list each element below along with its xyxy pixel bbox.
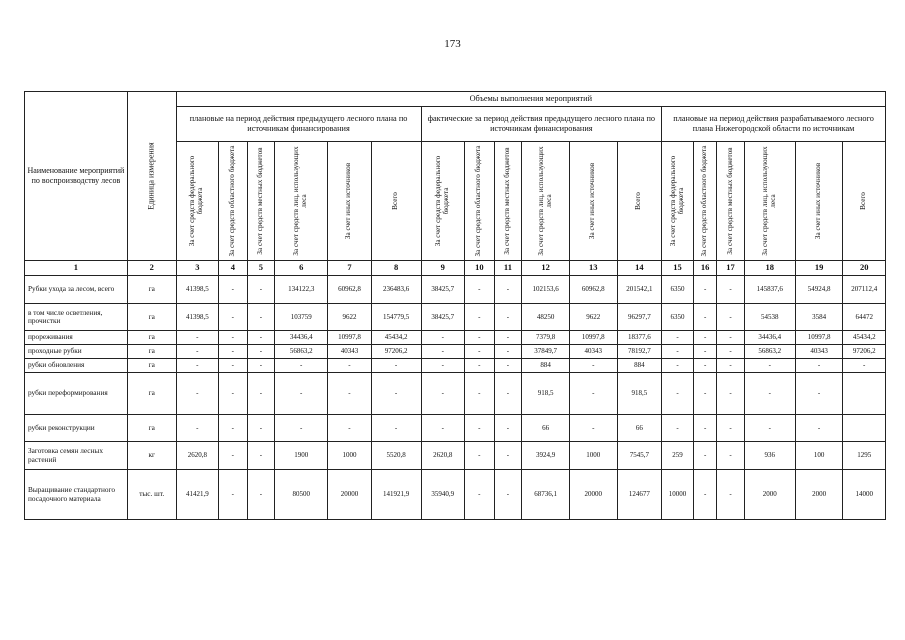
table-cell: 2620,8 [176, 442, 218, 470]
table-cell: - [219, 373, 248, 415]
table-cell [843, 373, 886, 415]
table-cell: - [176, 415, 218, 442]
column-number: 1 [25, 261, 128, 276]
table-cell: 1900 [275, 442, 328, 470]
table-cell: - [421, 415, 464, 442]
table-cell: 78192,7 [617, 345, 662, 359]
table-cell: 54924,8 [795, 276, 843, 304]
table-cell: - [693, 415, 716, 442]
column-number: 5 [247, 261, 275, 276]
table-cell: 2620,8 [421, 442, 464, 470]
row-unit: га [127, 304, 176, 331]
table-cell: 141921,9 [371, 470, 421, 520]
table-cell: - [662, 345, 694, 359]
table-cell: - [494, 276, 522, 304]
table-cell: - [247, 415, 275, 442]
table-cell: - [717, 331, 745, 345]
table-cell: 134122,3 [275, 276, 328, 304]
table-cell: - [717, 276, 745, 304]
table-cell: - [247, 373, 275, 415]
table-cell: 40343 [795, 345, 843, 359]
table-cell: - [328, 359, 371, 373]
subheader-2-1: За счет средств федерального бюджета [421, 142, 464, 261]
table-cell: 80500 [275, 470, 328, 520]
table-cell: - [219, 304, 248, 331]
table-cell: - [275, 373, 328, 415]
table-cell: - [219, 415, 248, 442]
table-cell: 40343 [328, 345, 371, 359]
table-cell: 9622 [569, 304, 617, 331]
table-cell: - [717, 415, 745, 442]
table-cell: - [421, 359, 464, 373]
column-number: 12 [522, 261, 570, 276]
column-number: 7 [328, 261, 371, 276]
column-number: 16 [693, 261, 716, 276]
table-cell: - [795, 359, 843, 373]
column-number: 9 [421, 261, 464, 276]
table-row [25, 331, 886, 345]
group-header-actual-previous: фактические за период действия предыдущего лесного плана по источникам финансирования [421, 107, 662, 142]
table-cell: - [744, 415, 795, 442]
table-cell: 145837,6 [744, 276, 795, 304]
table-cell: 7379,8 [522, 331, 570, 345]
column-number: 17 [717, 261, 745, 276]
subheader-1-4: За счет средств лиц, использующих леса [275, 142, 328, 261]
table-cell: 48250 [522, 304, 570, 331]
row-name: Заготовка семян лесных растений [25, 442, 128, 470]
table-row [25, 304, 886, 331]
table-cell: - [693, 359, 716, 373]
subheader-2-6: Всего [617, 142, 662, 261]
table-cell: - [693, 470, 716, 520]
table-cell: 6350 [662, 304, 694, 331]
table-cell: - [219, 442, 248, 470]
table-cell [843, 415, 886, 442]
table-cell: - [662, 415, 694, 442]
subheader-3-5: За счет иных источников [795, 142, 843, 261]
table-row [25, 373, 886, 415]
table-cell: - [247, 470, 275, 520]
table-cell: 3584 [795, 304, 843, 331]
row-name: прореживания [25, 331, 128, 345]
column-number: 6 [275, 261, 328, 276]
subheader-3-2: За счет средств областного бюджета [693, 142, 716, 261]
group-header-planned-previous: плановые на период действия предыдущего лесного плана по источникам финансирования [176, 107, 421, 142]
table-cell: - [464, 359, 494, 373]
column-number: 14 [617, 261, 662, 276]
table-cell: - [693, 345, 716, 359]
subheader-3-3: За счет средств местных бюджетов [717, 142, 745, 261]
subheader-1-3: За счет средств местных бюджетов [247, 142, 275, 261]
table-cell: - [176, 345, 218, 359]
column-number: 15 [662, 261, 694, 276]
table-cell: 10997,8 [569, 331, 617, 345]
table-cell: 41398,5 [176, 304, 218, 331]
column-number: 18 [744, 261, 795, 276]
table-cell: 18377,6 [617, 331, 662, 345]
table-cell: - [693, 373, 716, 415]
table-cell: - [662, 359, 694, 373]
subheader-3-1: За счет средств федерального бюджета [662, 142, 694, 261]
table-cell: 936 [744, 442, 795, 470]
table-cell: 918,5 [522, 373, 570, 415]
column-number: 8 [371, 261, 421, 276]
table-cell: - [494, 415, 522, 442]
table-cell: 38425,7 [421, 276, 464, 304]
table-cell: - [717, 470, 745, 520]
table-cell: - [693, 276, 716, 304]
table-cell: 66 [522, 415, 570, 442]
table-cell: - [247, 276, 275, 304]
table-cell: - [421, 331, 464, 345]
table-cell: 884 [522, 359, 570, 373]
table-cell: - [328, 415, 371, 442]
column-number: 13 [569, 261, 617, 276]
table-cell: - [371, 359, 421, 373]
table-cell: - [569, 415, 617, 442]
table-cell: - [795, 373, 843, 415]
table-cell: 20000 [328, 470, 371, 520]
table-cell: - [744, 359, 795, 373]
table-cell: 54538 [744, 304, 795, 331]
table-cell: - [219, 470, 248, 520]
volumes-table [24, 91, 886, 520]
table-cell: - [275, 415, 328, 442]
table-cell: 66 [617, 415, 662, 442]
subheader-3-6: Всего [843, 142, 886, 261]
table-cell: 38425,7 [421, 304, 464, 331]
table-cell: - [717, 373, 745, 415]
page-number: 173 [444, 38, 461, 50]
table-cell: - [421, 373, 464, 415]
row-unit: кг [127, 442, 176, 470]
name-column-header: Наименование мероприятий по воспроизводству лесов [25, 92, 128, 261]
table-cell: 1000 [569, 442, 617, 470]
table-row [25, 442, 886, 470]
table-cell: - [744, 373, 795, 415]
table-cell: 37849,7 [522, 345, 570, 359]
table-cell: - [717, 442, 745, 470]
table-cell: - [176, 359, 218, 373]
subheader-1-1: За счет средств федерального бюджета [176, 142, 218, 261]
table-cell: - [494, 442, 522, 470]
row-unit: га [127, 373, 176, 415]
row-name: рубки переформирования [25, 373, 128, 415]
table-cell: 34436,4 [744, 331, 795, 345]
row-unit: га [127, 331, 176, 345]
table-cell: - [693, 442, 716, 470]
table-cell: 103759 [275, 304, 328, 331]
table-cell: 207112,4 [843, 276, 886, 304]
table-cell: - [464, 331, 494, 345]
unit-column-header: Единица измерения [127, 92, 176, 261]
table-cell: - [494, 345, 522, 359]
table-row [25, 276, 886, 304]
table-cell: 2000 [744, 470, 795, 520]
table-row [25, 470, 886, 520]
table-cell: - [494, 373, 522, 415]
table-cell: 68736,1 [522, 470, 570, 520]
table-cell: - [247, 359, 275, 373]
column-number: 10 [464, 261, 494, 276]
table-cell: 35940,9 [421, 470, 464, 520]
table-cell: - [219, 276, 248, 304]
table-cell: - [219, 345, 248, 359]
table-cell: 9622 [328, 304, 371, 331]
table-cell: - [693, 331, 716, 345]
table-cell: - [494, 470, 522, 520]
column-number: 3 [176, 261, 218, 276]
table-cell: 41421,9 [176, 470, 218, 520]
table-cell: - [662, 373, 694, 415]
table-cell: 10997,8 [328, 331, 371, 345]
table-cell: 102153,6 [522, 276, 570, 304]
table-cell: 3924,9 [522, 442, 570, 470]
row-unit: га [127, 415, 176, 442]
table-cell: - [494, 359, 522, 373]
table-cell: - [795, 415, 843, 442]
table-cell: 97206,2 [371, 345, 421, 359]
table-cell: 154779,5 [371, 304, 421, 331]
column-number: 4 [219, 261, 248, 276]
column-number: 20 [843, 261, 886, 276]
table-cell: - [421, 345, 464, 359]
subheader-2-3: За счет средств местных бюджетов [494, 142, 522, 261]
table-cell: 56863,2 [275, 345, 328, 359]
table-cell: 60962,8 [328, 276, 371, 304]
table-cell: - [176, 331, 218, 345]
row-name: Рубки ухода за лесом, всего [25, 276, 128, 304]
subheader-1-2: За счет средств областного бюджета [219, 142, 248, 261]
table-cell: 96297,7 [617, 304, 662, 331]
row-name: рубки реконструкции [25, 415, 128, 442]
table-cell: - [717, 304, 745, 331]
row-name: рубки обновления [25, 359, 128, 373]
table-cell: 45434,2 [371, 331, 421, 345]
table-cell: - [693, 304, 716, 331]
table-cell: 918,5 [617, 373, 662, 415]
column-number: 11 [494, 261, 522, 276]
table-row [25, 415, 886, 442]
table-cell: - [464, 345, 494, 359]
table-cell: - [464, 373, 494, 415]
table-cell: - [219, 359, 248, 373]
row-name: в том числе осветления, прочистки [25, 304, 128, 331]
subheader-2-4: За счет средств лиц, использующих леса [522, 142, 570, 261]
table-cell: 7545,7 [617, 442, 662, 470]
subheader-2-5: За счет иных источников [569, 142, 617, 261]
column-number: 2 [127, 261, 176, 276]
group-header-planned-current: плановые на период действия разрабатываемого лесного плана Нижегородской области по источникам [662, 107, 886, 142]
row-unit: га [127, 276, 176, 304]
row-unit: га [127, 345, 176, 359]
table-cell: 41398,5 [176, 276, 218, 304]
table-cell: 236483,6 [371, 276, 421, 304]
table-cell: - [464, 276, 494, 304]
table-cell: - [371, 373, 421, 415]
table-cell: - [464, 415, 494, 442]
table-cell: - [662, 331, 694, 345]
table-cell: 97206,2 [843, 345, 886, 359]
row-name: Выращивание стандартного посадочного материала [25, 470, 128, 520]
subheader-1-5: За счет иных источников [328, 142, 371, 261]
table-cell: - [247, 442, 275, 470]
subheader-2-2: За счет средств областного бюджета [464, 142, 494, 261]
table-cell: - [843, 359, 886, 373]
table-cell: 40343 [569, 345, 617, 359]
table-cell: - [219, 331, 248, 345]
table-cell: - [464, 442, 494, 470]
table-cell: 1000 [328, 442, 371, 470]
table-cell: - [371, 415, 421, 442]
table-cell: - [464, 304, 494, 331]
table-cell: - [569, 373, 617, 415]
table-cell: - [717, 359, 745, 373]
table-cell: 60962,8 [569, 276, 617, 304]
table-cell: 201542,1 [617, 276, 662, 304]
table-cell: 2000 [795, 470, 843, 520]
volumes-header: Объемы выполнения мероприятий [176, 92, 885, 107]
table-cell: 884 [617, 359, 662, 373]
table-cell: 14000 [843, 470, 886, 520]
table-cell: 34436,4 [275, 331, 328, 345]
table-cell: - [569, 359, 617, 373]
row-unit: га [127, 359, 176, 373]
table-cell: - [328, 373, 371, 415]
subheader-1-6: Всего [371, 142, 421, 261]
table-cell: - [717, 345, 745, 359]
table-cell: - [247, 331, 275, 345]
table-cell: 6350 [662, 276, 694, 304]
table-cell: 100 [795, 442, 843, 470]
subheader-3-4: За счет средств лиц, использующих леса [744, 142, 795, 261]
table-cell: 10000 [662, 470, 694, 520]
table-cell: 45434,2 [843, 331, 886, 345]
table-cell: 259 [662, 442, 694, 470]
table-cell: 56863,2 [744, 345, 795, 359]
column-number: 19 [795, 261, 843, 276]
table-cell: - [464, 470, 494, 520]
table-cell: 20000 [569, 470, 617, 520]
table-row [25, 359, 886, 373]
table-cell: 5520,8 [371, 442, 421, 470]
table-cell: - [494, 331, 522, 345]
table-cell: - [275, 359, 328, 373]
table-cell: - [247, 345, 275, 359]
table-cell: 1295 [843, 442, 886, 470]
table-cell: - [494, 304, 522, 331]
table-row [25, 345, 886, 359]
table-cell: 64472 [843, 304, 886, 331]
table-cell: - [247, 304, 275, 331]
table-cell: 10997,8 [795, 331, 843, 345]
row-name: проходные рубки [25, 345, 128, 359]
row-unit: тыс. шт. [127, 470, 176, 520]
table-cell: 124677 [617, 470, 662, 520]
table-cell: - [176, 373, 218, 415]
